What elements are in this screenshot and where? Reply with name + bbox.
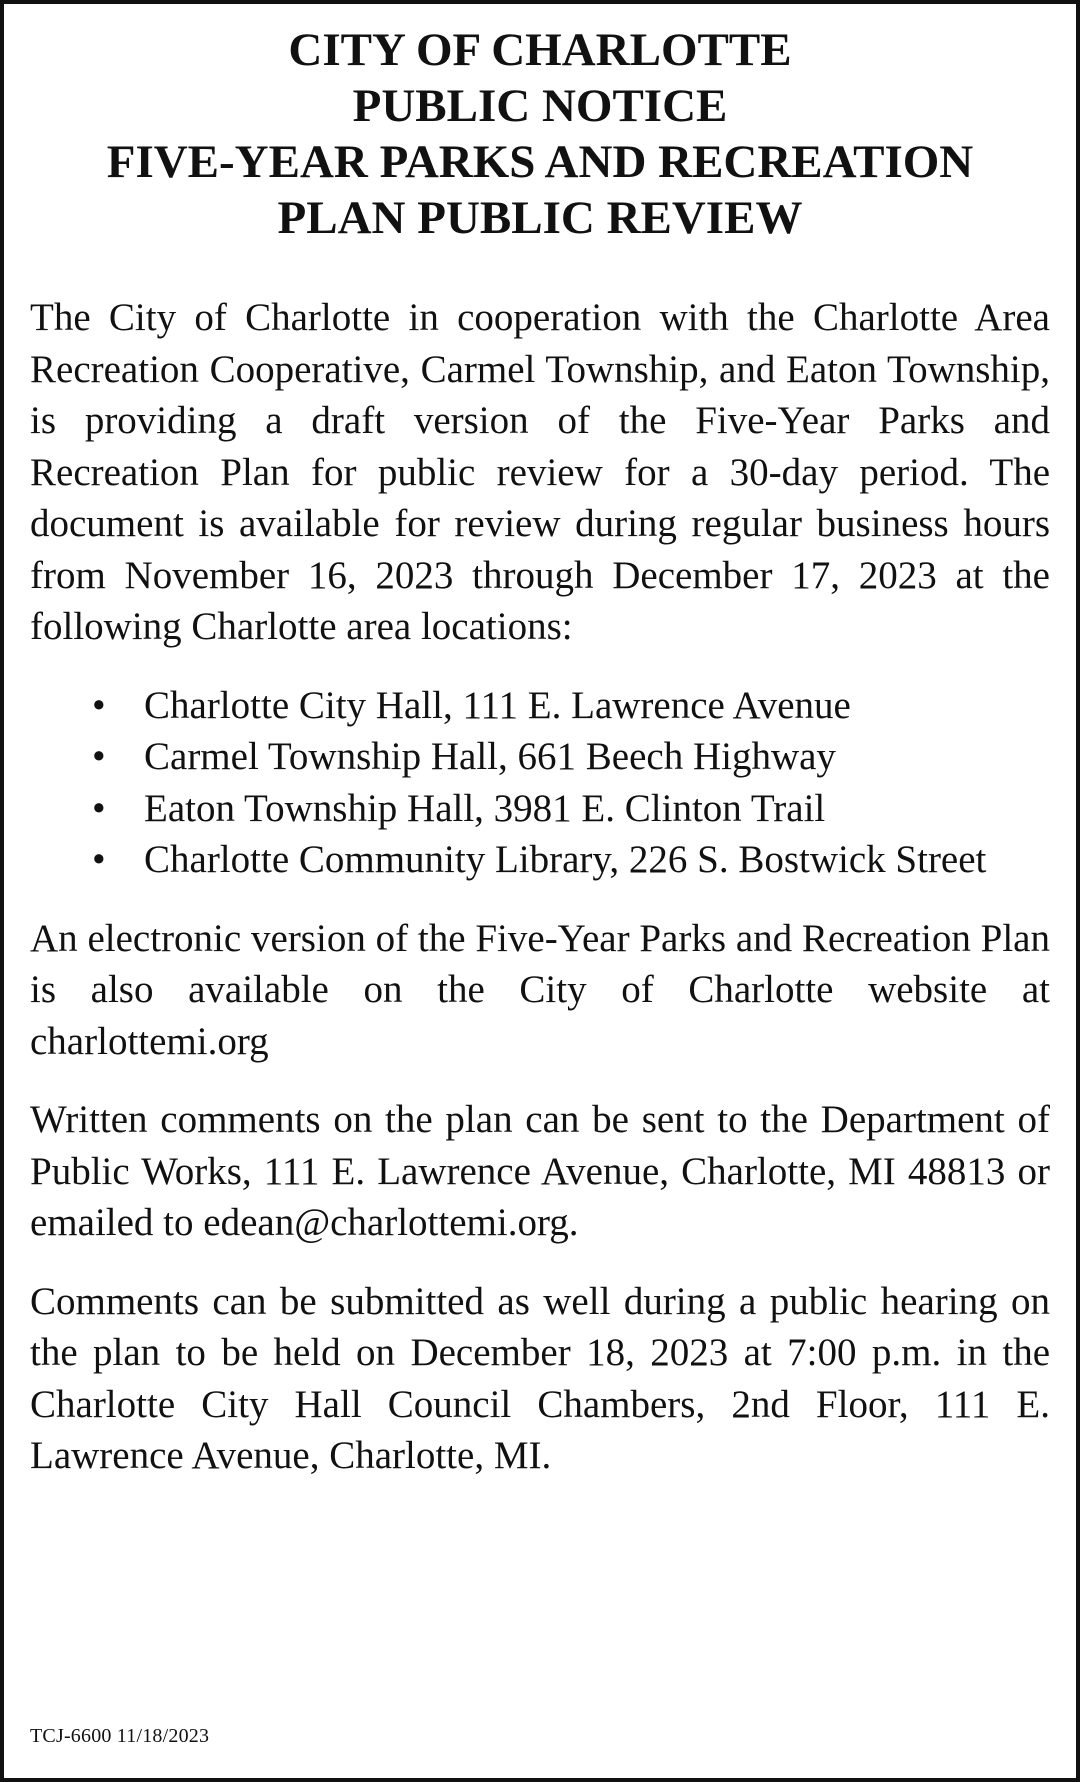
locations-list xyxy=(30,680,1050,886)
location-text: Charlotte Community Library, 226 S. Bostwick Street xyxy=(144,838,987,881)
location-text: Charlotte City Hall, 111 E. Lawrence Avenue xyxy=(144,683,851,727)
written-comments-paragraph: Written comments on the plan can be sent to the Department of Public Works, 111 E. Lawrence Avenue, Charlotte, MI 48813 or emailed to edean@charlottemi.org. xyxy=(30,1098,1050,1244)
spacer xyxy=(30,1067,1050,1094)
spacer xyxy=(30,653,1050,680)
heading-line-1: CITY OF CHARLOTTE xyxy=(288,24,792,76)
list-item xyxy=(84,680,1050,732)
spacer xyxy=(30,886,1050,913)
list-item xyxy=(84,731,1050,783)
heading-line-4: PLAN PUBLIC REVIEW xyxy=(277,192,803,244)
location-text: Eaton Township Hall, 3981 E. Clinton Trail xyxy=(144,786,826,830)
list-item xyxy=(84,834,1050,886)
bullet-icon: • xyxy=(92,786,106,830)
heading-line-3: FIVE-YEAR PARKS AND RECREATION xyxy=(106,136,974,188)
location-text: Carmel Township Hall, 661 Beech Highway xyxy=(144,735,836,778)
notice-heading xyxy=(30,22,1050,246)
spacer xyxy=(30,1249,1050,1276)
list-item xyxy=(84,783,1050,835)
publication-code: TCJ-6600 11/18/2023 xyxy=(30,1725,210,1747)
bullet-icon: • xyxy=(92,683,106,727)
intro-paragraph: The City of Charlotte in cooperation with the Charlotte Area Recreation Cooperative, Carmel Township, and Eaton Township, is providing a draft version of the Five-Year Parks and Recreation Plan for public review for a 30-day period. The document is available for review during regular business hours from November 16, 2023 through December 17, 2023 at the following Charlotte area locations: xyxy=(30,296,1050,648)
bullet-icon: • xyxy=(92,838,106,881)
heading-line-2: PUBLIC NOTICE xyxy=(352,80,728,132)
public-hearing-paragraph: Comments can be submitted as well during a public hearing on the plan to be held on December 18, 2023 at 7:00 p.m. in the Charlotte City Hall Council Chambers, 2nd Floor, 111 E. Lawrence Avenue, Charlotte, MI. xyxy=(30,1279,1050,1477)
electronic-version-paragraph: An electronic version of the Five-Year Parks and Recreation Plan is also available on the City of Charlotte website at charlottemi.org xyxy=(30,916,1050,1063)
bullet-icon: • xyxy=(92,735,106,778)
